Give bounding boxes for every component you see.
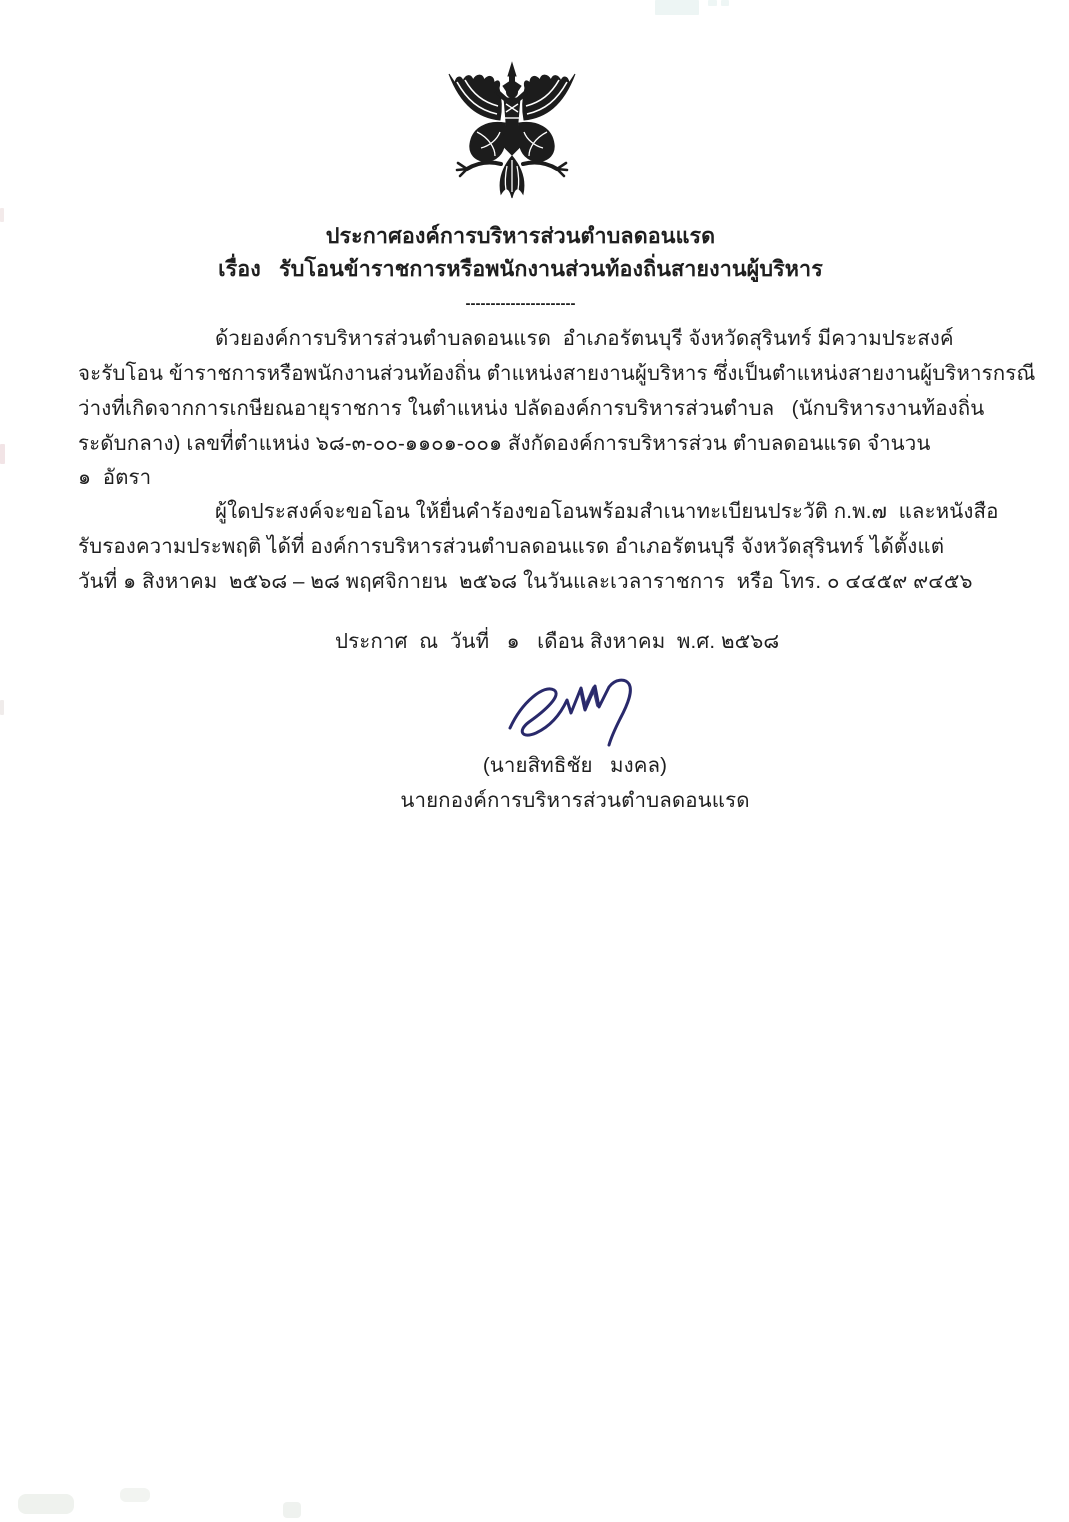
scan-artifact	[283, 1502, 301, 1518]
paragraph2-line1: ผู้ใดประสงค์จะขอโอน ให้ยื่นคำร้องขอโอนพร้อมสำเนาทะเบียนประวัติ ก.พ.๗ และหนังสือ	[215, 500, 999, 523]
divider-dashes: ----------------------	[465, 295, 576, 312]
signer-name: (นายสิทธิชัย มงคล)	[482, 754, 668, 777]
document-title: ประกาศองค์การบริหารส่วนตำบลดอนแรด	[325, 224, 716, 248]
paragraph2-line3: วันที่ ๑ สิงหาคม ๒๕๖๘ – ๒๘ พฤศจิกายน ๒๕๖๘ ในวันและเวลาราชการ หรือ โทร. ๐ ๔๔๕๙ ๙๔๕๖	[78, 570, 973, 593]
paragraph1-line5: ๑ อัตรา	[78, 466, 152, 489]
paragraph1-line3: ว่างที่เกิดจากการเกษียณอายุราชการ ในตำแหน่ง ปลัดองค์การบริหารส่วนตำบล (นักบริหารงานท้องถิ่น	[78, 397, 985, 420]
signer-position: นายกองค์การบริหารส่วนตำบลดอนแรด	[400, 789, 750, 812]
scan-artifact	[655, 0, 699, 15]
scan-artifact	[0, 700, 4, 715]
paragraph2-line2: รับรองความประพฤติ ได้ที่ องค์การบริหารส่วนตำบลดอนแรด อำเภอรัตนบุรี จังหวัดสุรินทร์ ได้ตั้งแต่	[78, 535, 945, 558]
garuda-emblem-icon	[437, 60, 587, 202]
scan-artifact	[120, 1488, 150, 1502]
announcement-date-line: ประกาศ ณ วันที่ ๑ เดือน สิงหาคม พ.ศ. ๒๕๖๘	[335, 630, 780, 653]
scan-artifact	[0, 208, 4, 222]
document-subject: เรื่อง รับโอนข้าราชการหรือพนักงานส่วนท้องถิ่นสายงานผู้บริหาร	[218, 257, 823, 281]
scan-artifact	[708, 0, 717, 6]
handwritten-signature-icon	[498, 676, 663, 752]
scan-artifact	[721, 0, 729, 6]
scan-artifact	[0, 444, 5, 464]
paragraph1-line4: ระดับกลาง) เลขที่ตำแหน่ง ๖๘-๓-๐๐-๑๑๐๑-๐๐๑ สังกัดองค์การบริหารส่วน ตำบลดอนแรด จำนวน	[78, 432, 931, 455]
paragraph1-line1: ด้วยองค์การบริหารส่วนตำบลดอนแรด อำเภอรัตนบุรี จังหวัดสุรินทร์ มีความประสงค์	[215, 327, 954, 350]
paragraph1-line2: จะรับโอน ข้าราชการหรือพนักงานส่วนท้องถิ่น ตำแหน่งสายงานผู้บริหาร ซึ่งเป็นตำแหน่งสายงานผู้บริหารกรณี	[78, 362, 1036, 385]
scan-artifact	[18, 1494, 74, 1514]
